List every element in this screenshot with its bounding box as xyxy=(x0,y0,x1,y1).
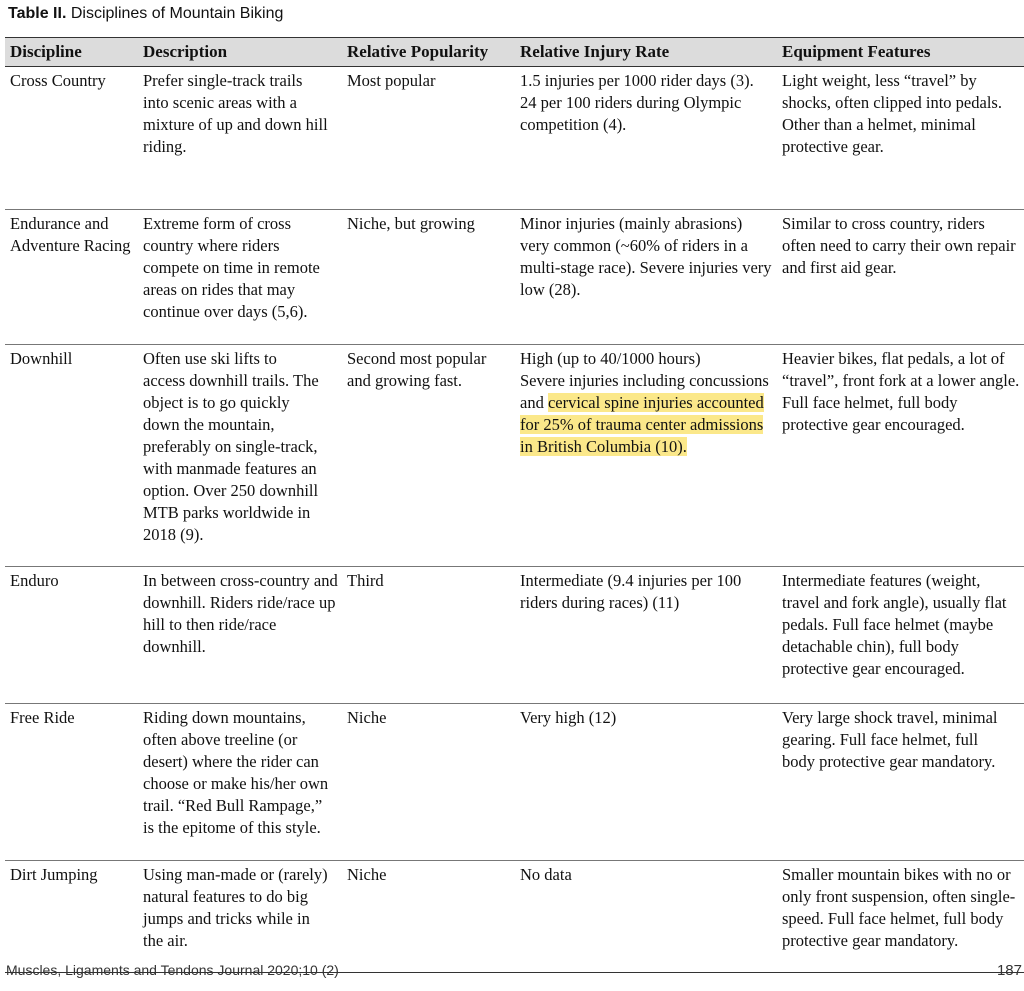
injury-rate-line: Severe injuries including concussions and xyxy=(520,371,769,412)
table-label: Table II. xyxy=(8,5,67,22)
cell-discipline: Cross Country xyxy=(5,67,138,210)
header-description: Description xyxy=(138,38,342,67)
table-row xyxy=(5,345,1024,567)
cell-discipline: Enduro xyxy=(5,567,138,704)
cell-injury-rate: Minor injuries (mainly abrasions) very common (~60% of riders in a multi-stage race). Severe injuries very low (28). xyxy=(515,210,777,345)
cell-popularity: Niche, but growing xyxy=(342,210,515,345)
table-row xyxy=(5,67,1024,210)
cell-popularity: Niche xyxy=(342,861,515,973)
cell-discipline: Dirt Jumping xyxy=(5,861,138,973)
cell-description: In between cross-country and downhill. Riders ride/race up hill to then ride/race downhill. xyxy=(138,567,342,704)
cell-popularity: Most popular xyxy=(342,67,515,210)
cell-injury-rate xyxy=(515,345,777,567)
cell-discipline: Free Ride xyxy=(5,704,138,861)
header-equipment: Equipment Features xyxy=(777,38,1024,67)
cell-injury-rate xyxy=(515,67,777,210)
cell-description: Extreme form of cross country where riders compete on time in remote areas on rides that may continue over days (5,6). xyxy=(138,210,342,345)
cell-description: Prefer single-track trails into scenic areas with a mixture of up and down hill riding. xyxy=(138,67,342,210)
table-title: Disciplines of Mountain Biking xyxy=(66,5,284,22)
cell-popularity: Third xyxy=(342,567,515,704)
cell-equipment: Very large shock travel, minimal gearing. Full face helmet, full body protective gear mandatory. xyxy=(777,704,1024,861)
cell-description: Often use ski lifts to access downhill trails. The object is to go quickly down the mountain, preferably on single-track, with manmade features an option. Over 250 downhill MTB parks worldwide in 2018 (9). xyxy=(138,345,342,567)
table-row xyxy=(5,704,1024,861)
highlighted-text: cervical spine injuries accounted for 25% of trauma center admissions in British Columbia (10). xyxy=(520,393,764,456)
table-row xyxy=(5,567,1024,704)
table-row xyxy=(5,210,1024,345)
cell-injury-rate: Intermediate (9.4 injuries per 100 riders during races) (11) xyxy=(515,567,777,704)
cell-equipment: Similar to cross country, riders often need to carry their own repair and first aid gear. xyxy=(777,210,1024,345)
injury-rate-line: 24 per 100 riders during Olympic competition (4). xyxy=(520,93,742,134)
cell-equipment: Heavier bikes, flat pedals, a lot of “travel”, front fork at a lower angle. Full face helmet, full body protective gear encouraged. xyxy=(777,345,1024,567)
injury-rate-line: 1.5 injuries per 1000 rider days (3). xyxy=(520,71,754,90)
journal-citation: Muscles, Ligaments and Tendons Journal 2020;10 (2) xyxy=(6,962,339,978)
header-popularity: Relative Popularity xyxy=(342,38,515,67)
cell-description: Using man-made or (rarely) natural features to do big jumps and tricks while in the air. xyxy=(138,861,342,973)
cell-description: Riding down mountains, often above treeline (or desert) where the rider can choose or make his/her own trail. “Red Bull Rampage,” is the epitome of this style. xyxy=(138,704,342,861)
cell-popularity: Niche xyxy=(342,704,515,861)
table-header-row xyxy=(5,38,1024,67)
table-caption xyxy=(8,5,283,23)
cell-injury-rate: Very high (12) xyxy=(515,704,777,861)
cell-equipment: Intermediate features (weight, travel and fork angle), usually flat pedals. Full face helmet (maybe detachable chin), full body protective gear encouraged. xyxy=(777,567,1024,704)
cell-equipment: Light weight, less “travel” by shocks, often clipped into pedals. Other than a helmet, minimal protective gear. xyxy=(777,67,1024,210)
header-discipline: Discipline xyxy=(5,38,138,67)
cell-equipment: Smaller mountain bikes with no or only front suspension, often single-speed. Full face helmet, full body protective gear mandatory. xyxy=(777,861,1024,973)
cell-injury-rate: No data xyxy=(515,861,777,973)
cell-popularity: Second most popular and growing fast. xyxy=(342,345,515,567)
cell-discipline: Endurance and Adventure Racing xyxy=(5,210,138,345)
header-injury-rate: Relative Injury Rate xyxy=(515,38,777,67)
page-number: 187 xyxy=(996,962,1022,979)
injury-rate-line: High (up to 40/1000 hours) xyxy=(520,349,701,368)
disciplines-table xyxy=(5,37,1024,973)
cell-discipline: Downhill xyxy=(5,345,138,567)
table-row xyxy=(5,861,1024,973)
